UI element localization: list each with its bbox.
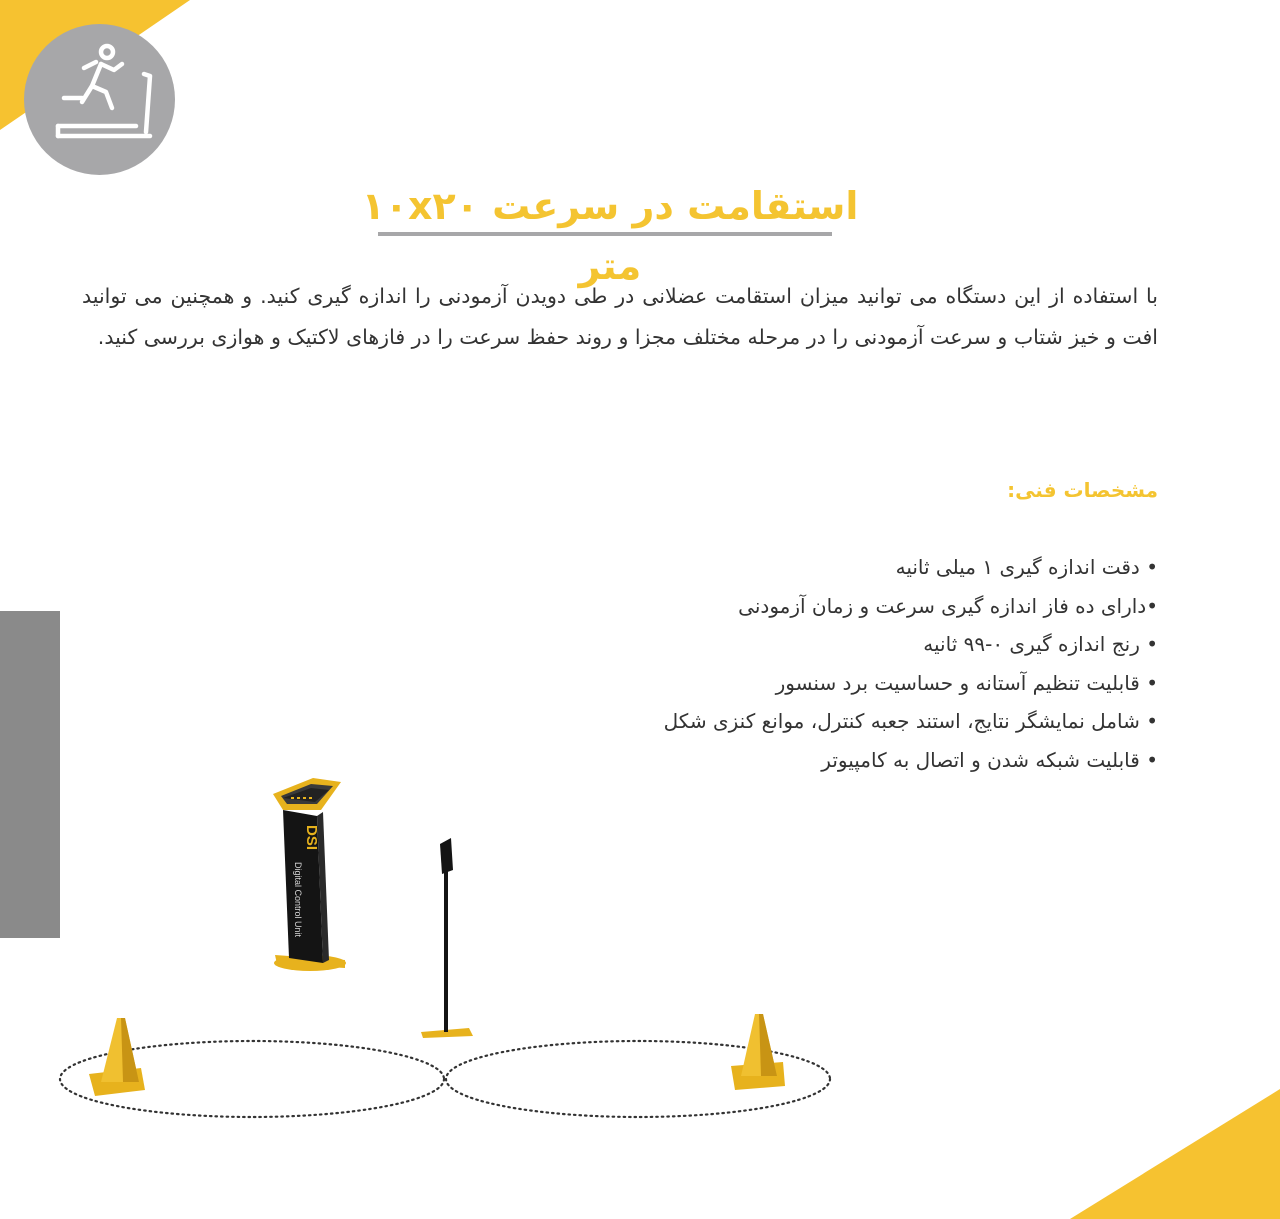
spec-item: • شامل نمایشگر نتایج، استند جعبه کنترل، موانع کنزی شکل <box>663 709 1158 733</box>
spec-item: • قابلیت شبکه شدن و اتصال به کامپیوتر <box>821 747 1158 772</box>
title-underline <box>378 232 832 236</box>
spec-item: • دقت اندازه گیری ۱ میلی ثانیه <box>895 555 1158 579</box>
cone-left <box>89 1018 145 1096</box>
treadmill-runner-icon <box>24 24 175 175</box>
specs-heading: مشخصات فنی: <box>1007 478 1158 502</box>
spec-item: • قابلیت تنظیم آستانه و حساسیت برد سنسور <box>775 670 1158 695</box>
device-illustration <box>55 770 845 1130</box>
corner-decoration-bottom-right <box>1070 1089 1280 1219</box>
spec-item: •دارای ده فاز اندازه گیری سرعت و زمان آزمودنی <box>738 593 1158 618</box>
spec-item: • رنج اندازه گیری ۰-۹۹ ثانیه <box>923 632 1158 656</box>
logo-badge <box>24 24 175 175</box>
sensor-stand <box>421 838 473 1038</box>
page-title: استقامت در سرعت ۱۰x۲۰ متر <box>361 184 859 288</box>
specs-list <box>458 548 1158 779</box>
side-accent-bar <box>0 611 60 938</box>
device-brand: DSI <box>303 825 320 851</box>
device-label: Digital Control Unit <box>293 862 303 938</box>
control-unit-stand <box>273 778 346 971</box>
intro-paragraph: با استفاده از این دستگاه می توانید میزان استقامت عضلانی در طی دویدن آزمودنی را اندازه گیری کنید. و همچنین می توانید افت و خیز شتاب و سرعت آزمودنی را در مرحله مختلف مجزا و روند حفظ سرعت را در فازهای لاکتیک و هوازی بررسی کنید. <box>82 284 1158 349</box>
